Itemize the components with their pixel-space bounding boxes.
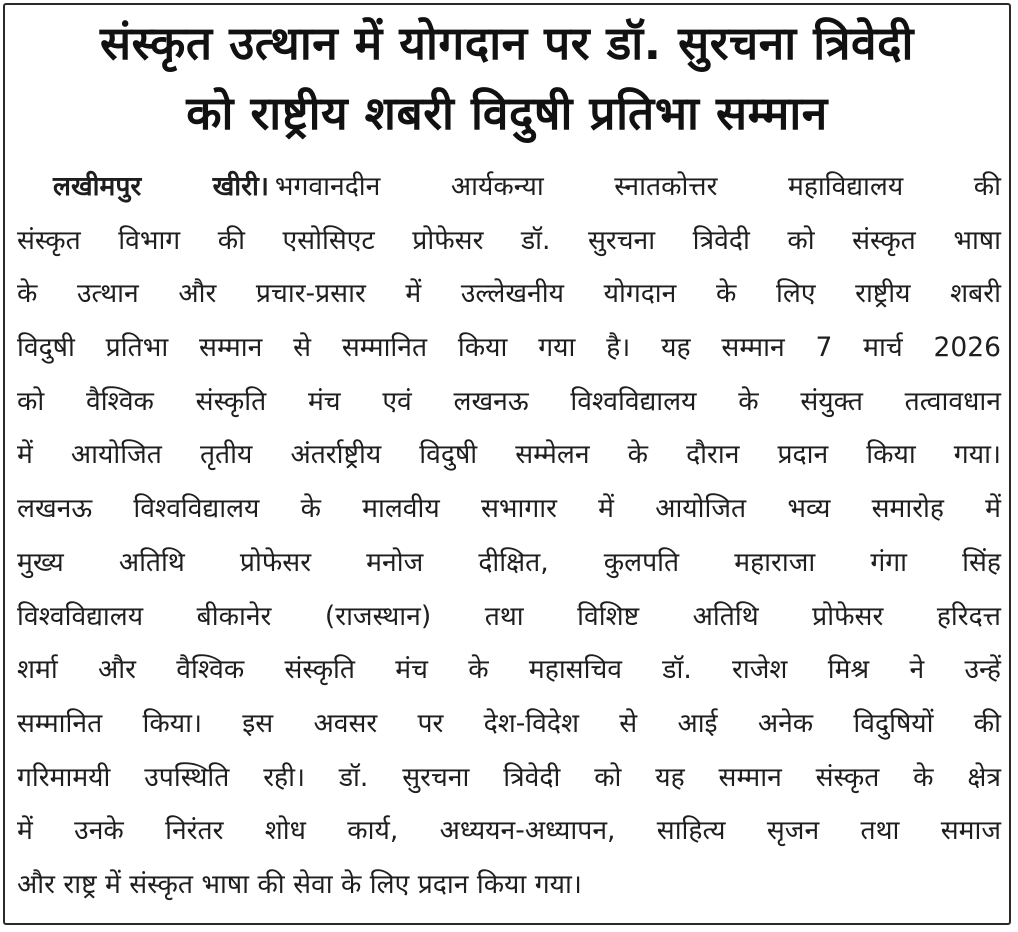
article-line-10: शर्मा और वैश्विक संस्कृति मंच के महासचिव डॉ. राजेश मिश्र ने उन्हें (17, 654, 1001, 685)
article-line-6: में आयोजित तृतीय अंतर्राष्ट्रीय विदुषी सम्मेलन के दौरान प्रदान किया गया। (17, 439, 1001, 470)
article-line-2: संस्कृत विभाग की एसोसिएट प्रोफेसर डॉ. सुरचना त्रिवेदी को संस्कृत भाषा (17, 225, 1001, 256)
article-line-14: और राष्ट्र में संस्कृत भाषा की सेवा के लिए प्रदान किया गया। (17, 869, 582, 900)
article-line-12: गरिमामयी उपस्थिति रही। डॉ. सुरचना त्रिवेदी को यह सम्मान संस्कृत के क्षेत्र (17, 762, 1001, 793)
article-line-1 (17, 167, 1001, 207)
article-line-4: विदुषी प्रतिभा सम्मान से सम्मानित किया गया है। यह सम्मान 7 मार्च 2026 (17, 332, 1001, 363)
article-line-11: सम्मानित किया। इस अवसर पर देश-विदेश से आई अनेक विदुषियों की (17, 708, 1001, 739)
article-line-8: मुख्य अतिथि प्रोफेसर मनोज दीक्षित, कुलपति महाराजा गंगा सिंह (17, 547, 1001, 578)
article-line-7: लखनऊ विश्वविद्यालय के मालवीय सभागार में आयोजित भव्य समारोह में (17, 493, 1001, 524)
headline-line-2: को राष्ट्रीय शबरी विदुषी प्रतिभा सम्मान (186, 86, 828, 140)
article-line-13: में उनके निरंतर शोध कार्य, अध्ययन-अध्यापन, साहित्य सृजन तथा समाज (17, 815, 1001, 846)
article-line-3: के उत्थान और प्रचार-प्रसार में उल्लेखनीय योगदान के लिए राष्ट्रीय शबरी (17, 278, 1001, 309)
article-line-9: विश्वविद्यालय बीकानेर (राजस्थान) तथा विशिष्ट अतिथि प्रोफेसर हरिदत्त (17, 601, 1001, 632)
article-line-1-text: भगवानदीन आर्यकन्या स्नातकोत्तर महाविद्यालय की (274, 171, 1002, 202)
dateline: लखीमपुर खीरी। (53, 171, 269, 202)
headline-line-1: संस्कृत उत्थान में योगदान पर डॉ. सुरचना त्रिवेदी (100, 16, 914, 70)
newspaper-clipping (3, 3, 1011, 925)
article-line-5: को वैश्विक संस्कृति मंच एवं लखनऊ विश्वविद्यालय के संयुक्त तत्वावधान (17, 386, 1001, 417)
